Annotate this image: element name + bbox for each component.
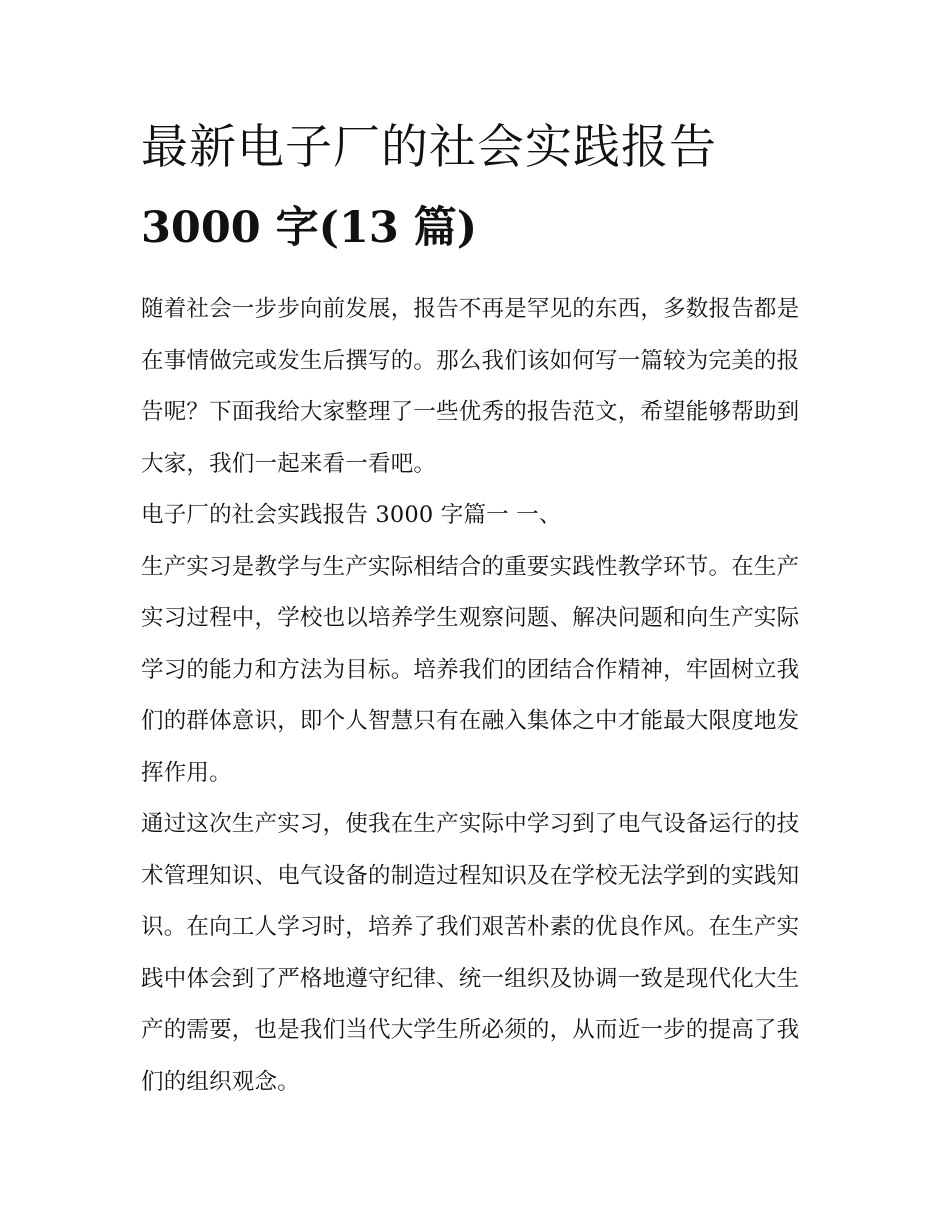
- document-subtitle: 3000 字(13 篇): [141, 203, 478, 253]
- document-title: 最新电子厂的社会实践报告: [141, 120, 717, 175]
- body-paragraph: 生产实习是教学与生产实际相结合的重要实践性教学环节。在生产实习过程中，学校也以培养学生观察问题、解决问题和向生产实际学习的能力和方法为目标。培养我们的团结合作精神，牢固树立我们的群体意识，即个人智慧只有在融入集体之中才能最大限度地发挥作用。: [141, 553, 800, 786]
- intro-paragraph: 随着社会一步步向前发展，报告不再是罕见的东西，多数报告都是在事情做完或发生后撰写的。那么我们该如何写一篇较为完美的报告呢？下面我给大家整理了一些优秀的报告范文，希望能够帮助到大家，我们一起来看一看吧。: [141, 296, 800, 477]
- section-heading: 电子厂的社会实践报告 3000 字篇一 一、: [141, 502, 562, 528]
- body-paragraph: 通过这次生产实习，使我在生产实际中学习到了电气设备运行的技术管理知识、电气设备的制造过程知识及在学校无法学到的实践知识。在向工人学习时，培养了我们艰苦朴素的优良作风。在生产实践中体会到了严格地遵守纪律、统一组织及协调一致是现代化大生产的需要，也是我们当代大学生所必须的，从而近一步的提高了我们的组织观念。: [141, 811, 800, 1095]
- document-body: [141, 112, 811, 1108]
